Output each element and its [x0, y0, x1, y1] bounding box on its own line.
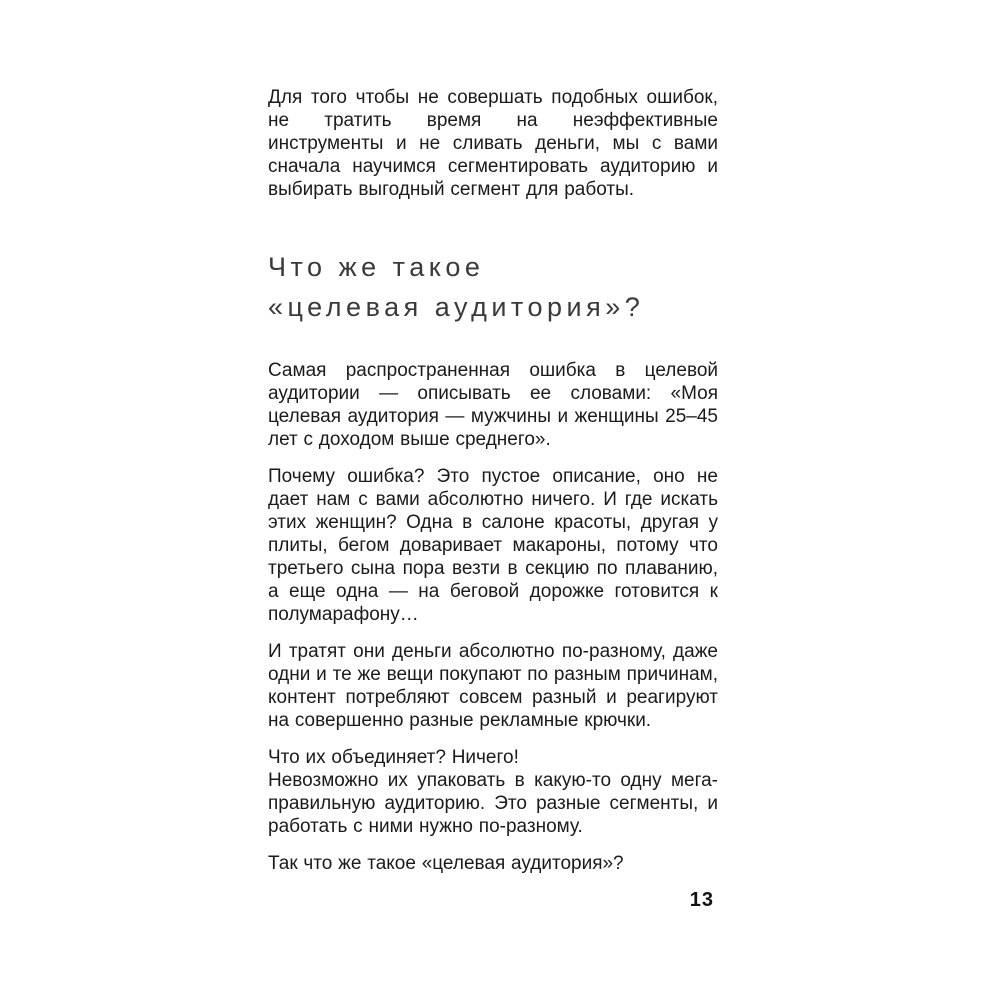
paragraph: И тратят они деньги абсолютно по-разному, даже одни и те же вещи покупают по разным причинам, контент потребляют совсем разный и реагируют на совершенно разные рекламные крючки. — [268, 641, 718, 731]
paragraph: Что их объединяет? Ничего! — [268, 747, 519, 768]
page-number: 13 — [689, 889, 714, 911]
paragraph-group — [268, 86, 718, 201]
paragraph-group — [268, 359, 718, 451]
page-footer — [268, 889, 718, 912]
heading-line: «целевая аудитория»? — [268, 292, 645, 322]
section-heading — [268, 247, 718, 327]
paragraph: Невозможно их упаковать в какую-то одну мега-правильную аудиторию. Это разные сегменты, и работать с ними нужно по-разному. — [268, 770, 718, 837]
book-page — [268, 86, 718, 912]
paragraph-group — [268, 640, 718, 732]
paragraph: Так что же такое «целевая аудитория»? — [268, 853, 624, 874]
paragraph: Самая распространенная ошибка в целевой аудитории — описывать ее словами: «Моя целевая аудитория — мужчины и женщины 25–45 лет с доходом выше среднего». — [268, 360, 718, 450]
paragraph: Для того чтобы не совершать подобных ошибок, не тратить время на неэффективные инструменты и не сливать деньги, мы с вами сначала научимся сегментировать аудиторию и выбирать выгодный сегмент для работы. — [268, 87, 718, 200]
paragraph-group — [268, 746, 718, 838]
paragraph-group — [268, 852, 718, 875]
paragraph-group — [268, 465, 718, 626]
paragraph: Почему ошибка? Это пустое описание, оно не дает нам с вами абсолютно ничего. И где искать этих женщин? Одна в салоне красоты, другая у плиты, бегом доваривает макароны, потому что третьего сына пора везти в секцию по плаванию, а еще одна — на беговой дорожке готовится к полумарафону… — [268, 466, 718, 625]
heading-line: Что же такое — [268, 252, 485, 282]
